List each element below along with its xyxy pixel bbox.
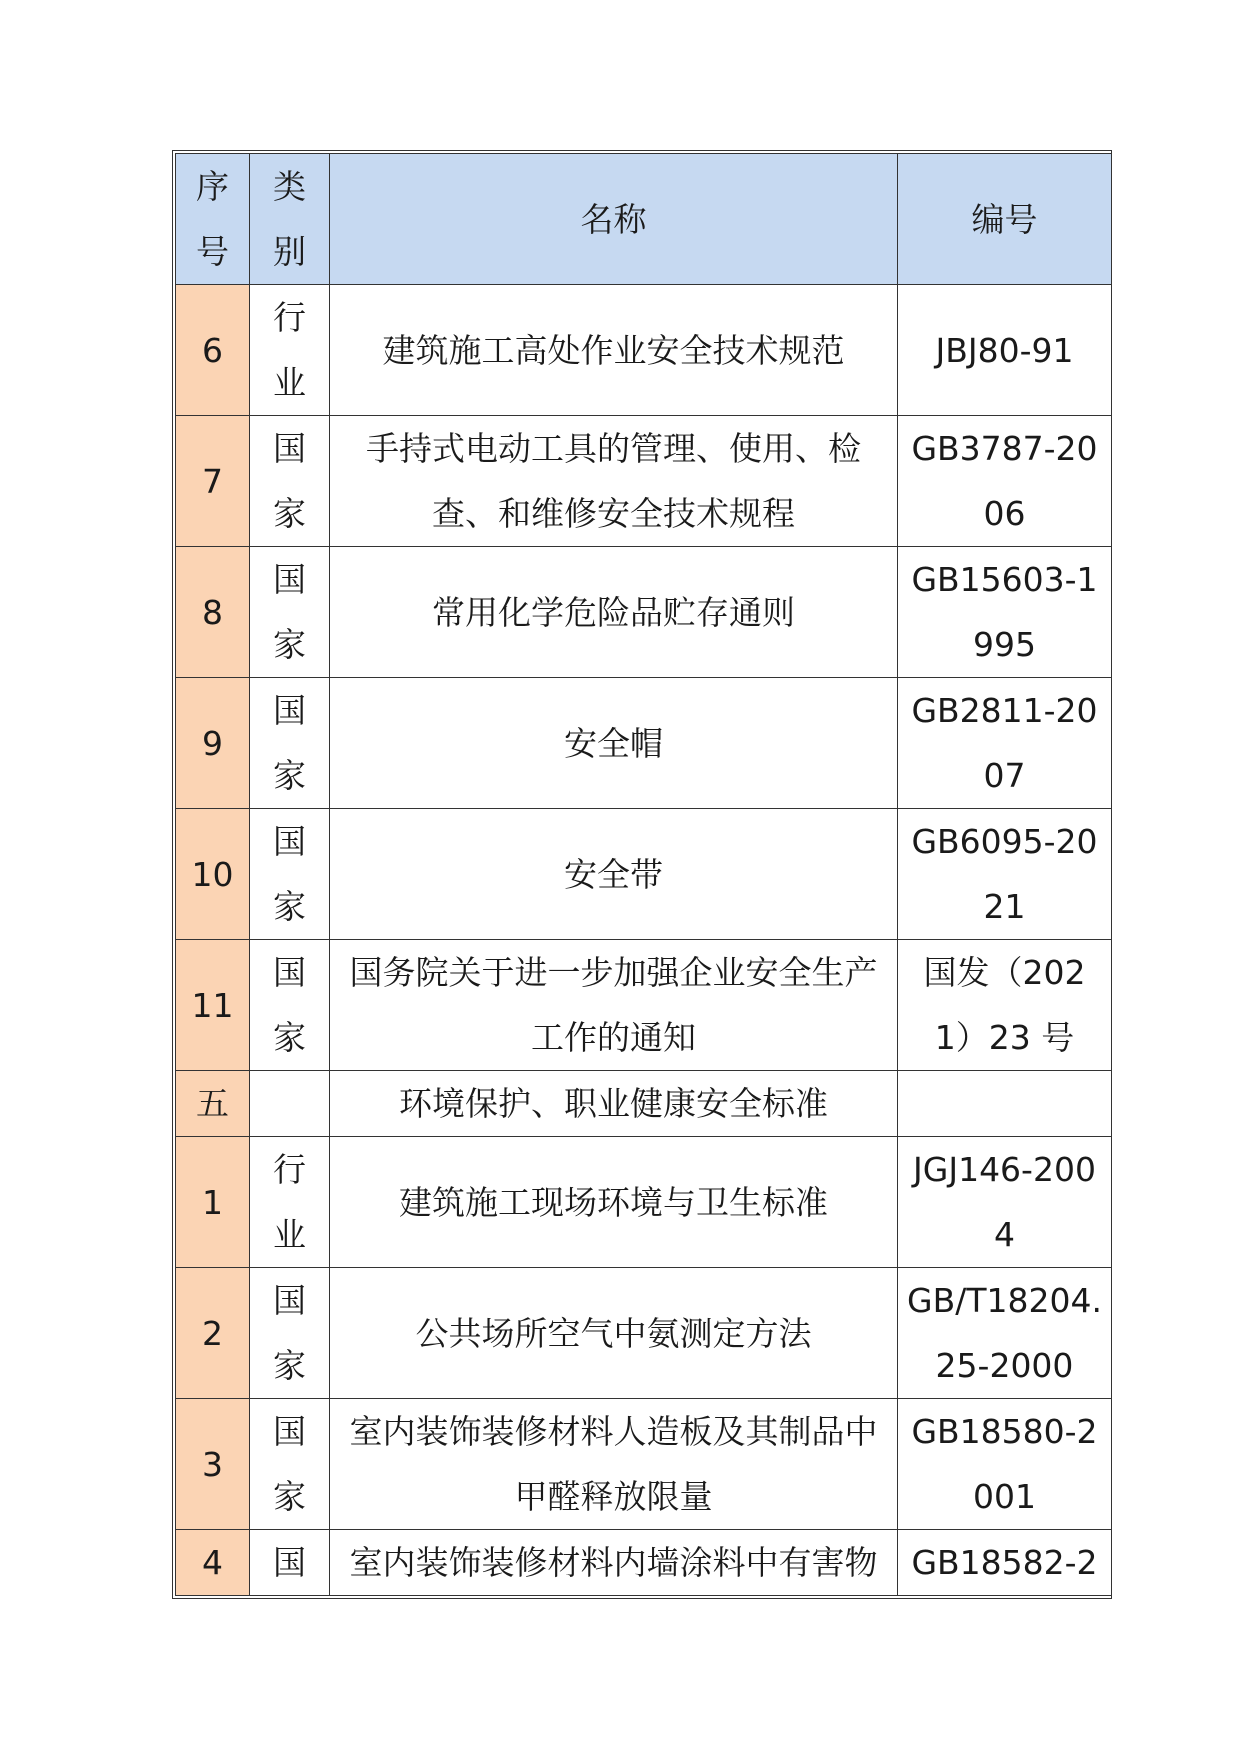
table-row <box>176 416 1112 547</box>
table-row <box>176 1268 1112 1399</box>
row-code: JGJ146-2004 <box>898 1137 1112 1268</box>
table-row <box>176 1399 1112 1530</box>
row-category: 国家 <box>250 809 330 940</box>
row-name: 室内装饰装修材料内墙涂料中有害物 <box>330 1530 898 1596</box>
header-category: 类别 <box>250 154 330 285</box>
row-seq: 7 <box>176 416 250 547</box>
header-seq: 序号 <box>176 154 250 285</box>
table-row <box>176 1137 1112 1268</box>
row-name: 建筑施工高处作业安全技术规范 <box>330 285 898 416</box>
table-header-row <box>176 154 1112 285</box>
standards-table <box>175 153 1112 1596</box>
row-category: 国家 <box>250 1268 330 1399</box>
row-seq: 1 <box>176 1137 250 1268</box>
row-code: GB/T18204.25-2000 <box>898 1268 1112 1399</box>
section-row <box>176 1071 1112 1137</box>
row-seq: 9 <box>176 678 250 809</box>
row-category: 国家 <box>250 416 330 547</box>
table-row <box>176 1530 1112 1596</box>
row-code: GB3787-2006 <box>898 416 1112 547</box>
row-name: 室内装饰装修材料人造板及其制品中甲醛释放限量 <box>330 1399 898 1530</box>
row-category: 国家 <box>250 1399 330 1530</box>
table-row <box>176 940 1112 1071</box>
row-seq: 10 <box>176 809 250 940</box>
row-code: GB18580-2001 <box>898 1399 1112 1530</box>
row-seq: 8 <box>176 547 250 678</box>
row-category: 国家 <box>250 678 330 809</box>
row-name: 安全带 <box>330 809 898 940</box>
section-category <box>250 1071 330 1137</box>
table-row <box>176 285 1112 416</box>
row-category: 国 <box>250 1530 330 1596</box>
row-name: 常用化学危险品贮存通则 <box>330 547 898 678</box>
row-code: GB18582-2 <box>898 1530 1112 1596</box>
row-seq: 3 <box>176 1399 250 1530</box>
row-category: 国家 <box>250 940 330 1071</box>
table-row <box>176 678 1112 809</box>
row-code: GB2811-2007 <box>898 678 1112 809</box>
header-code: 编号 <box>898 154 1112 285</box>
table-row <box>176 547 1112 678</box>
row-name: 安全帽 <box>330 678 898 809</box>
row-code: JBJ80-91 <box>898 285 1112 416</box>
header-name: 名称 <box>330 154 898 285</box>
row-seq: 11 <box>176 940 250 1071</box>
standards-table-container <box>172 150 1112 1599</box>
table-row <box>176 809 1112 940</box>
row-name: 手持式电动工具的管理、使用、检查、和维修安全技术规程 <box>330 416 898 547</box>
row-name: 建筑施工现场环境与卫生标准 <box>330 1137 898 1268</box>
section-seq: 五 <box>176 1071 250 1137</box>
row-category: 行业 <box>250 285 330 416</box>
row-code: GB6095-2021 <box>898 809 1112 940</box>
row-name: 国务院关于进一步加强企业安全生产工作的通知 <box>330 940 898 1071</box>
section-code <box>898 1071 1112 1137</box>
section-title: 环境保护、职业健康安全标准 <box>330 1071 898 1137</box>
row-name: 公共场所空气中氨测定方法 <box>330 1268 898 1399</box>
row-code: 国发（2021）23 号 <box>898 940 1112 1071</box>
row-seq: 4 <box>176 1530 250 1596</box>
row-seq: 6 <box>176 285 250 416</box>
row-seq: 2 <box>176 1268 250 1399</box>
row-code: GB15603-1995 <box>898 547 1112 678</box>
row-category: 国家 <box>250 547 330 678</box>
row-category: 行业 <box>250 1137 330 1268</box>
